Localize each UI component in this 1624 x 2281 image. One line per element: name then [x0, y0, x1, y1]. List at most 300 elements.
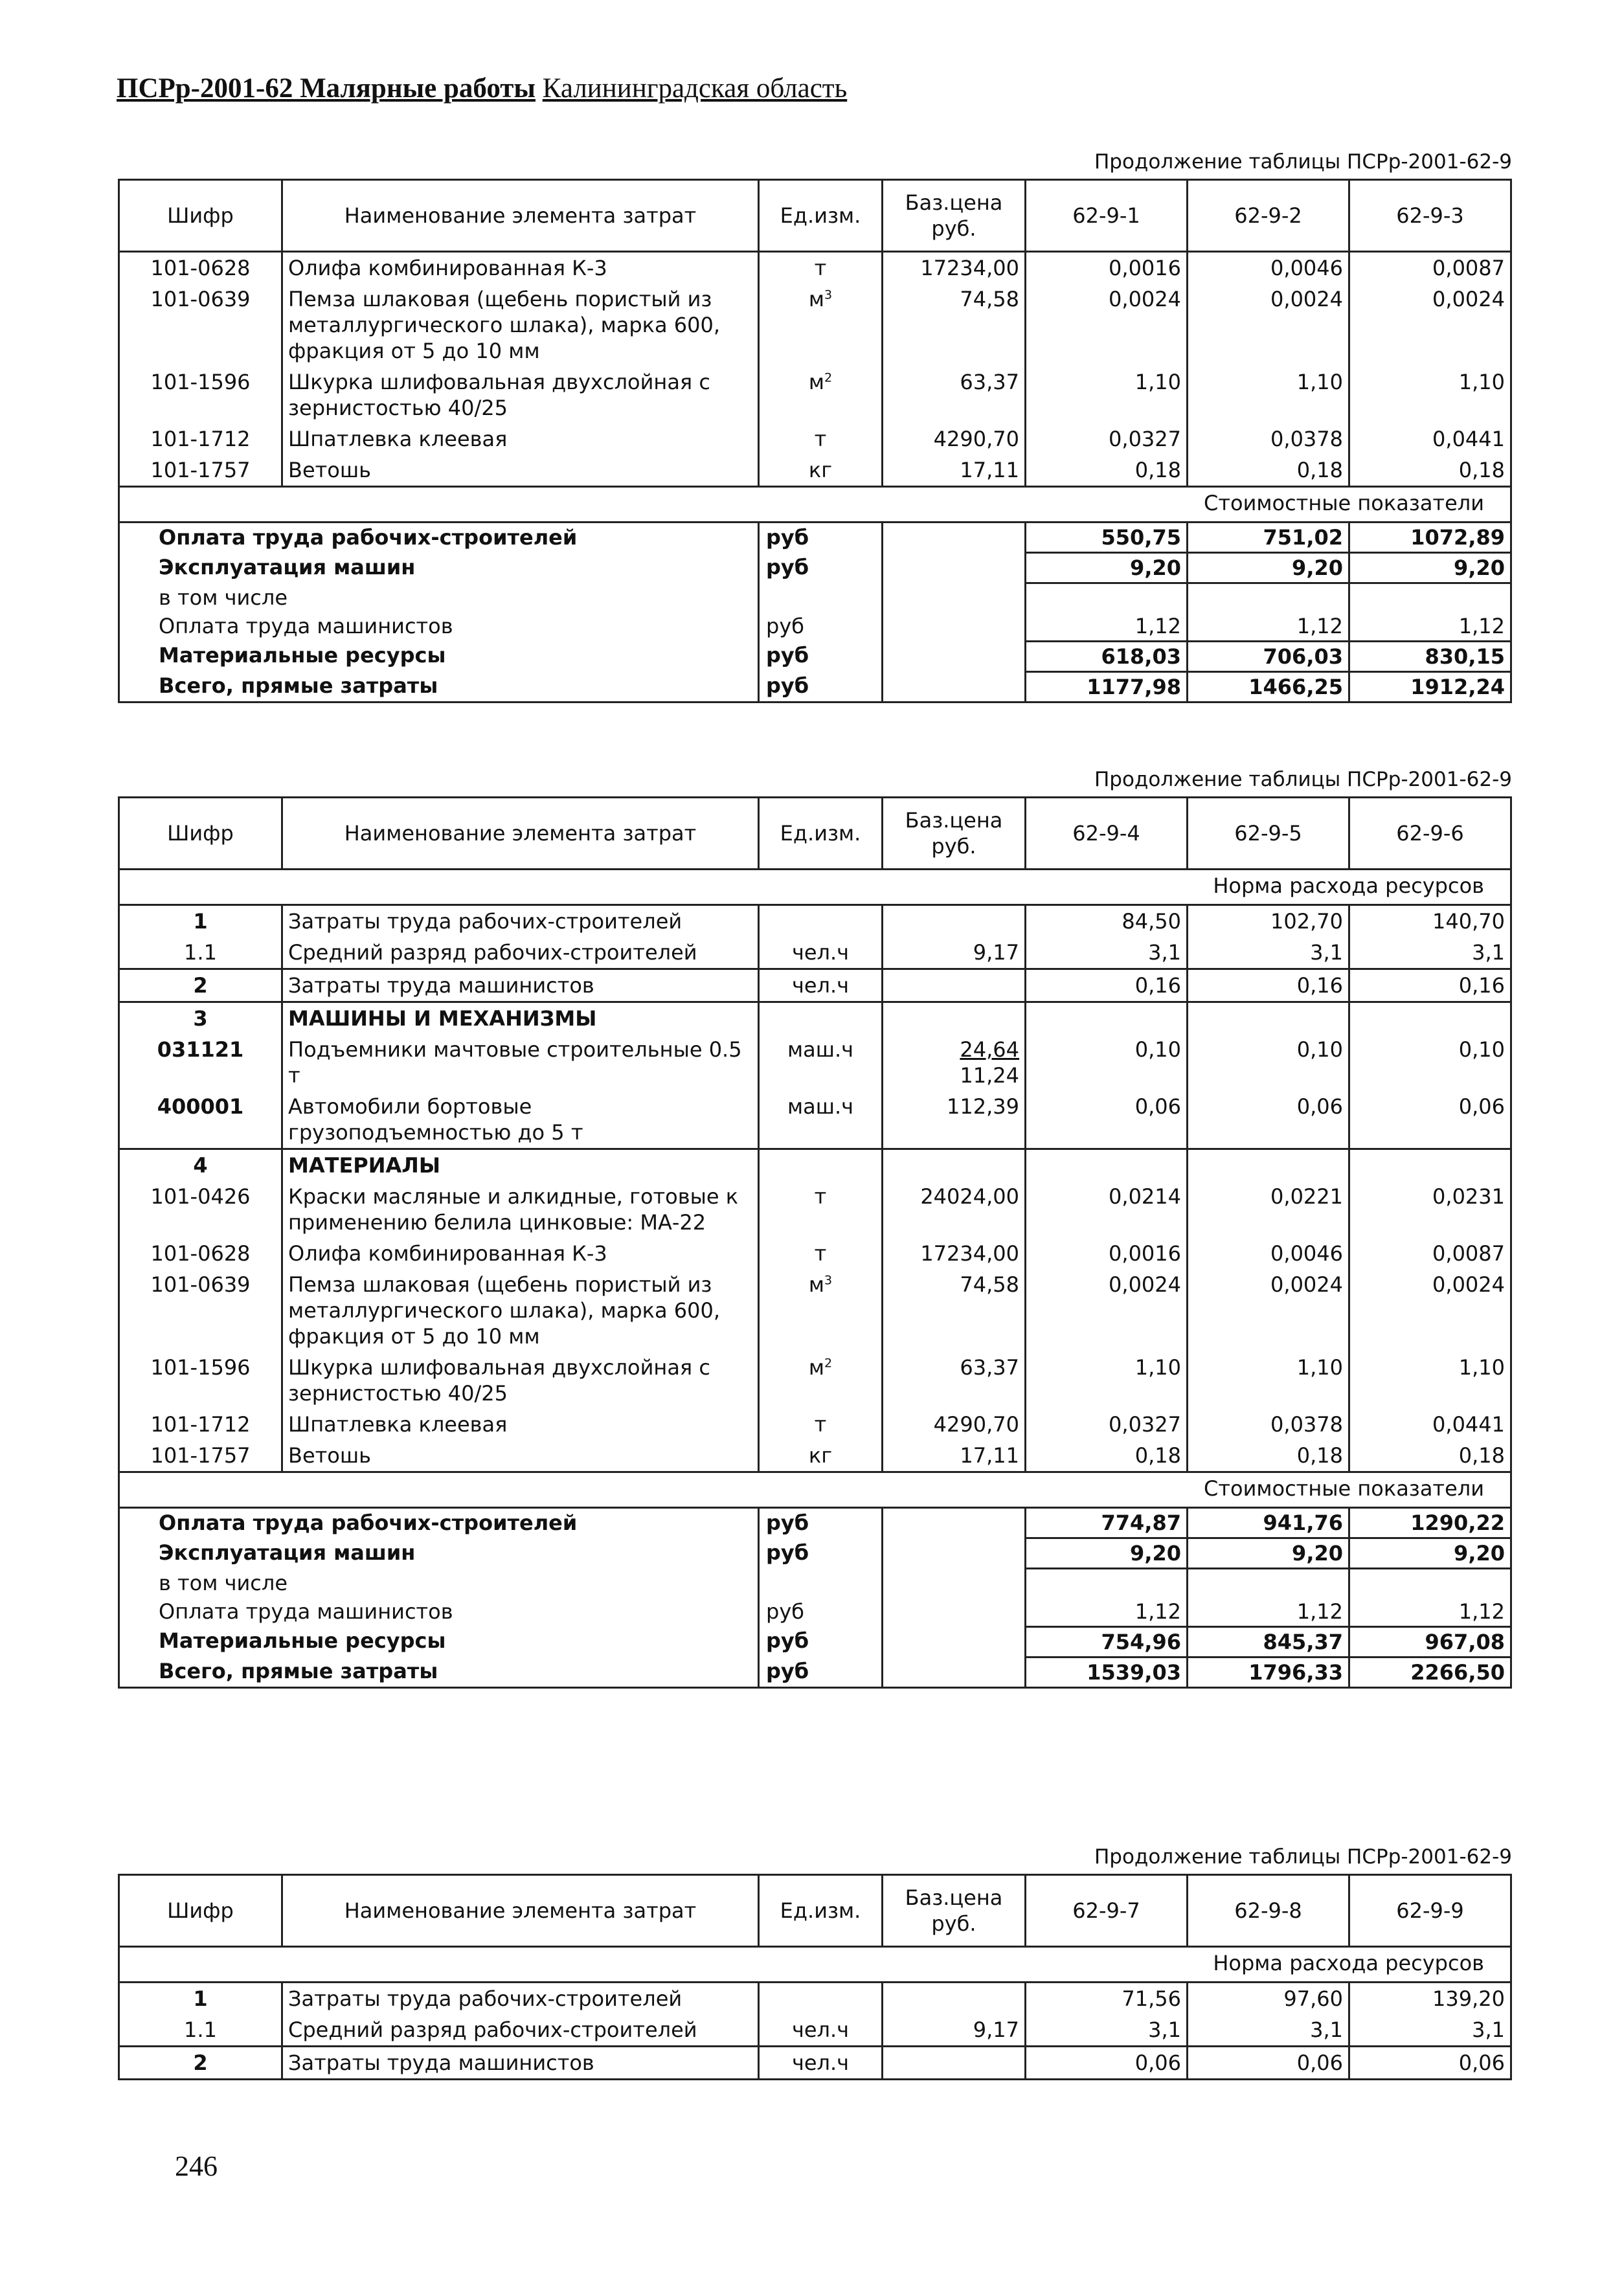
col-base-price: Баз.цена руб.	[883, 180, 1026, 252]
row-value: 0,0024	[1349, 1269, 1511, 1352]
col-variant: 62-9-8	[1188, 1875, 1349, 1947]
row-name: Автомобили бортовые грузоподъемностью до 5 т	[282, 1091, 759, 1149]
table-row	[119, 1149, 1511, 1182]
summary-label: Эксплуатация машин	[159, 1540, 416, 1565]
summary-unit: руб	[759, 1657, 883, 1687]
summary-value: 1796,33	[1188, 1657, 1349, 1687]
summary-value	[1026, 583, 1188, 612]
row-value: 0,0441	[1349, 423, 1511, 455]
row-name: Затраты труда машинистов	[282, 2047, 759, 2080]
col-base-price: Баз.цена руб.	[883, 798, 1026, 870]
col-variant: 62-9-9	[1349, 1875, 1511, 1947]
row-value: 0,0214	[1026, 1181, 1188, 1238]
row-unit	[759, 1983, 883, 2015]
row-price: 112,39	[883, 1091, 1026, 1149]
cost-section-label: Стоимостные показатели	[119, 487, 1511, 522]
row-price	[883, 1002, 1026, 1035]
row-code: 4	[119, 1149, 282, 1182]
row-name: Шкурка шлифовальная двухслойная с зернистостью 40/25	[282, 1352, 759, 1409]
row-name: МАШИНЫ И МЕХАНИЗМЫ	[282, 1002, 759, 1035]
summary-value: 618,03	[1026, 641, 1188, 671]
table3-continuation: Продолжение таблицы ПСРр-2001-62-9	[1094, 1845, 1512, 1869]
summary-value: 1,12	[1026, 1597, 1188, 1627]
row-value: 0,10	[1026, 1034, 1188, 1091]
row-value: 0,0378	[1188, 1409, 1349, 1440]
unit-exponent: 3	[824, 287, 833, 302]
unit-exponent: 2	[824, 370, 833, 385]
row-value: 0,0327	[1026, 423, 1188, 455]
row-price: 4290,70	[883, 1409, 1026, 1440]
table-row	[119, 1983, 1511, 2015]
norm-section-label: Норма расхода ресурсов	[119, 1947, 1511, 1983]
row-price	[883, 969, 1026, 1002]
col-name: Наименование элемента затрат	[282, 1875, 759, 1947]
row-value: 0,06	[1188, 1091, 1349, 1149]
summary-row	[119, 1569, 1511, 1597]
row-value: 0,0046	[1188, 1238, 1349, 1269]
summary-price-empty	[883, 522, 1026, 553]
row-value	[1188, 1002, 1349, 1035]
row-price	[883, 1149, 1026, 1182]
row-value: 1,10	[1349, 366, 1511, 423]
row-value: 0,06	[1188, 2047, 1349, 2080]
cost-section	[119, 487, 1511, 522]
col-variant: 62-9-6	[1349, 798, 1511, 870]
row-code: 101-1712	[119, 1409, 282, 1440]
row-code: 1.1	[119, 937, 282, 969]
row-price: 63,37	[883, 1352, 1026, 1409]
row-unit: чел.ч	[759, 969, 883, 1002]
summary-value: 1290,22	[1349, 1508, 1511, 1538]
table-row	[119, 1269, 1511, 1352]
table1	[118, 179, 1512, 703]
summary-price-empty	[883, 1597, 1026, 1627]
col-variant: 62-9-4	[1026, 798, 1188, 870]
table-row	[119, 252, 1511, 284]
row-code: 031121	[119, 1034, 282, 1091]
col-variant: 62-9-1	[1026, 180, 1188, 252]
col-base-price: Баз.цена руб.	[883, 1875, 1026, 1947]
summary-row	[119, 1538, 1511, 1569]
row-value: 0,18	[1188, 1440, 1349, 1472]
row-price: 17234,00	[883, 1238, 1026, 1269]
cost-section-label: Стоимостные показатели	[119, 1472, 1511, 1508]
row-name: Ветошь	[282, 1440, 759, 1472]
row-value: 97,60	[1188, 1983, 1349, 2015]
table-row	[119, 423, 1511, 455]
row-value: 0,06	[1349, 2047, 1511, 2080]
row-price	[883, 1034, 1026, 1091]
table-row	[119, 1352, 1511, 1409]
row-value: 0,16	[1188, 969, 1349, 1002]
row-value: 1,10	[1188, 1352, 1349, 1409]
summary-unit: руб	[759, 1508, 883, 1538]
row-name: Шпатлевка клеевая	[282, 1409, 759, 1440]
summary-unit: руб	[759, 671, 883, 702]
row-price: 63,37	[883, 366, 1026, 423]
summary-value	[1026, 1569, 1188, 1597]
summary-label: Материальные ресурсы	[159, 643, 446, 668]
row-name: МАТЕРИАЛЫ	[282, 1149, 759, 1182]
row-value: 140,70	[1349, 905, 1511, 938]
col-unit: Ед.изм.	[759, 180, 883, 252]
row-value: 3,1	[1188, 2014, 1349, 2047]
row-unit: чел.ч	[759, 937, 883, 969]
row-value: 0,16	[1026, 969, 1188, 1002]
row-code: 101-0639	[119, 284, 282, 366]
summary-value	[1188, 1569, 1349, 1597]
norm-section	[119, 1947, 1511, 1983]
row-value: 0,0087	[1349, 1238, 1511, 1269]
row-value: 0,10	[1349, 1034, 1511, 1091]
row-name: Ветошь	[282, 455, 759, 487]
summary-unit	[759, 1569, 883, 1597]
row-value: 0,06	[1026, 2047, 1188, 2080]
col-variant: 62-9-5	[1188, 798, 1349, 870]
summary-row	[119, 522, 1511, 553]
row-code: 101-0628	[119, 252, 282, 284]
row-value: 139,20	[1349, 1983, 1511, 2015]
row-value: 0,18	[1026, 455, 1188, 487]
row-code: 101-0639	[119, 1269, 282, 1352]
summary-row	[119, 553, 1511, 583]
row-name: Олифа комбинированная К-3	[282, 1238, 759, 1269]
unit-text: м	[808, 370, 825, 394]
summary-label: Материальные ресурсы	[159, 1628, 446, 1653]
summary-value: 774,87	[1026, 1508, 1188, 1538]
row-value: 0,06	[1026, 1091, 1188, 1149]
table3	[118, 1874, 1512, 2080]
row-price	[883, 905, 1026, 938]
row-value: 0,06	[1349, 1091, 1511, 1149]
row-unit: т	[759, 252, 883, 284]
row-value: 0,18	[1349, 455, 1511, 487]
row-value	[1349, 1149, 1511, 1182]
table-row	[119, 969, 1511, 1002]
summary-value: 751,02	[1188, 522, 1349, 553]
unit-text: м	[808, 1272, 825, 1297]
col-unit: Ед.изм.	[759, 1875, 883, 1947]
row-value: 0,0046	[1188, 252, 1349, 284]
row-unit: маш.ч	[759, 1091, 883, 1149]
row-name: Средний разряд рабочих-строителей	[282, 937, 759, 969]
table-row	[119, 1091, 1511, 1149]
summary-row	[119, 1597, 1511, 1627]
summary-row	[119, 1657, 1511, 1687]
row-unit: т	[759, 1238, 883, 1269]
row-value: 1,10	[1026, 366, 1188, 423]
row-code: 1	[119, 1983, 282, 2015]
unit-exponent: 3	[824, 1273, 833, 1288]
row-code: 101-0426	[119, 1181, 282, 1238]
row-unit	[759, 366, 883, 423]
summary-price-empty	[883, 612, 1026, 642]
row-code: 2	[119, 969, 282, 1002]
summary-value: 9,20	[1188, 553, 1349, 583]
row-code: 3	[119, 1002, 282, 1035]
row-value: 3,1	[1026, 2014, 1188, 2047]
table3-header-row	[119, 1875, 1511, 1947]
table-row	[119, 1440, 1511, 1472]
row-price: 4290,70	[883, 423, 1026, 455]
row-name: Шпатлевка клеевая	[282, 423, 759, 455]
summary-value: 550,75	[1026, 522, 1188, 553]
row-value	[1188, 1149, 1349, 1182]
summary-value: 1,12	[1188, 612, 1349, 642]
summary-value: 1177,98	[1026, 671, 1188, 702]
summary-label: Всего, прямые затраты	[159, 673, 438, 698]
col-name: Наименование элемента затрат	[282, 798, 759, 870]
row-value	[1026, 1002, 1188, 1035]
row-price: 17,11	[883, 455, 1026, 487]
col-variant: 62-9-3	[1349, 180, 1511, 252]
row-price: 74,58	[883, 284, 1026, 366]
row-value: 1,10	[1349, 1352, 1511, 1409]
summary-value: 706,03	[1188, 641, 1349, 671]
row-price: 9,17	[883, 2014, 1026, 2047]
row-name: Затраты труда рабочих-строителей	[282, 1983, 759, 2015]
table1-header-row	[119, 180, 1511, 252]
unit-exponent: 2	[824, 1356, 833, 1371]
summary-label: в том числе	[159, 585, 288, 610]
row-value: 0,0087	[1349, 252, 1511, 284]
col-variant: 62-9-7	[1026, 1875, 1188, 1947]
row-code: 101-1596	[119, 366, 282, 423]
row-code: 1	[119, 905, 282, 938]
row-value: 1,10	[1188, 366, 1349, 423]
summary-price-empty	[883, 1569, 1026, 1597]
row-code: 101-1757	[119, 1440, 282, 1472]
summary-value: 2266,50	[1349, 1657, 1511, 1687]
table2	[118, 796, 1512, 1689]
row-unit	[759, 1269, 883, 1352]
row-code: 400001	[119, 1091, 282, 1149]
row-price: 17,11	[883, 1440, 1026, 1472]
summary-row	[119, 612, 1511, 642]
row-value: 0,0231	[1349, 1181, 1511, 1238]
summary-price-empty	[883, 1538, 1026, 1569]
summary-label: в том числе	[159, 1570, 288, 1595]
row-unit	[759, 1352, 883, 1409]
table-row	[119, 937, 1511, 969]
summary-value: 1,12	[1026, 612, 1188, 642]
summary-value: 754,96	[1026, 1626, 1188, 1657]
summary-price-empty	[883, 583, 1026, 612]
row-unit: т	[759, 1409, 883, 1440]
summary-value: 830,15	[1349, 641, 1511, 671]
summary-value	[1188, 583, 1349, 612]
row-code: 101-1712	[119, 423, 282, 455]
row-value: 0,18	[1349, 1440, 1511, 1472]
row-price: 24024,00	[883, 1181, 1026, 1238]
row-unit: кг	[759, 455, 883, 487]
table-row	[119, 284, 1511, 366]
row-value: 3,1	[1349, 937, 1511, 969]
row-value: 0,0024	[1026, 284, 1188, 366]
summary-label: Всего, прямые затраты	[159, 1659, 438, 1683]
summary-value	[1349, 583, 1511, 612]
row-value: 0,0016	[1026, 1238, 1188, 1269]
cost-section	[119, 1472, 1511, 1508]
col-name: Наименование элемента затрат	[282, 180, 759, 252]
col-unit: Ед.изм.	[759, 798, 883, 870]
summary-price-empty	[883, 641, 1026, 671]
row-code: 2	[119, 2047, 282, 2080]
row-name: Пемза шлаковая (щебень пористый из металлургического шлака), марка 600, фракция от 5 до 10 мм	[282, 1269, 759, 1352]
col-cipher: Шифр	[119, 180, 282, 252]
summary-unit	[759, 583, 883, 612]
summary-value: 1072,89	[1349, 522, 1511, 553]
row-unit: т	[759, 423, 883, 455]
table-row	[119, 2014, 1511, 2047]
row-name: Пемза шлаковая (щебень пористый из металлургического шлака), марка 600, фракция от 5 до 10 мм	[282, 284, 759, 366]
summary-label: Оплата труда рабочих-строителей	[159, 525, 578, 550]
row-value	[1349, 1002, 1511, 1035]
summary-value: 1,12	[1188, 1597, 1349, 1627]
summary-unit: руб	[759, 1626, 883, 1657]
table-row	[119, 366, 1511, 423]
row-value: 0,0221	[1188, 1181, 1349, 1238]
summary-value: 1,12	[1349, 612, 1511, 642]
row-value: 0,18	[1188, 455, 1349, 487]
row-value	[1026, 1149, 1188, 1182]
row-price	[883, 2047, 1026, 2080]
row-value: 1,10	[1026, 1352, 1188, 1409]
row-code: 101-1757	[119, 455, 282, 487]
row-value: 3,1	[1188, 937, 1349, 969]
row-unit	[759, 284, 883, 366]
summary-label: Оплата труда рабочих-строителей	[159, 1511, 578, 1535]
summary-row	[119, 1508, 1511, 1538]
summary-label: Эксплуатация машин	[159, 554, 416, 579]
norm-section-label: Норма расхода ресурсов	[119, 870, 1511, 905]
summary-value: 1539,03	[1026, 1657, 1188, 1687]
price-value: 24,64	[960, 1037, 1019, 1062]
price-value-secondary: 11,24	[960, 1063, 1019, 1088]
row-value: 3,1	[1026, 937, 1188, 969]
document-code: ПСРр-2001-62 Малярные работы	[117, 73, 536, 104]
summary-price-empty	[883, 1626, 1026, 1657]
unit-text: м	[808, 287, 825, 311]
row-code: 1.1	[119, 2014, 282, 2047]
row-price: 17234,00	[883, 252, 1026, 284]
row-code: 101-1596	[119, 1352, 282, 1409]
summary-row	[119, 583, 1511, 612]
col-variant: 62-9-2	[1188, 180, 1349, 252]
summary-value: 9,20	[1026, 553, 1188, 583]
summary-unit: руб	[759, 612, 883, 642]
row-value: 0,10	[1188, 1034, 1349, 1091]
row-unit: чел.ч	[759, 2014, 883, 2047]
row-unit	[759, 1002, 883, 1035]
row-price	[883, 1983, 1026, 2015]
row-name: Затраты труда рабочих-строителей	[282, 905, 759, 938]
col-cipher: Шифр	[119, 798, 282, 870]
row-value: 3,1	[1349, 2014, 1511, 2047]
table1-continuation: Продолжение таблицы ПСРр-2001-62-9	[1094, 150, 1512, 174]
summary-unit: руб	[759, 522, 883, 553]
table-row	[119, 1181, 1511, 1238]
summary-price-empty	[883, 1508, 1026, 1538]
summary-value: 1,12	[1349, 1597, 1511, 1627]
row-value: 84,50	[1026, 905, 1188, 938]
col-cipher: Шифр	[119, 1875, 282, 1947]
page-header	[117, 73, 847, 104]
summary-label: Оплата труда машинистов	[159, 613, 453, 638]
row-name: Подъемники мачтовые строительные 0.5 т	[282, 1034, 759, 1091]
unit-text: м	[808, 1355, 825, 1380]
table2-continuation: Продолжение таблицы ПСРр-2001-62-9	[1094, 768, 1512, 791]
summary-price-empty	[883, 553, 1026, 583]
row-price: 74,58	[883, 1269, 1026, 1352]
row-price: 9,17	[883, 937, 1026, 969]
row-name: Средний разряд рабочих-строителей	[282, 2014, 759, 2047]
row-name: Краски масляные и алкидные, готовые к применению белила цинковые: МА-22	[282, 1181, 759, 1238]
row-unit	[759, 905, 883, 938]
summary-label: Оплата труда машинистов	[159, 1599, 453, 1624]
summary-price-empty	[883, 671, 1026, 702]
row-value: 71,56	[1026, 1983, 1188, 2015]
summary-value: 1466,25	[1188, 671, 1349, 702]
row-unit: маш.ч	[759, 1034, 883, 1091]
row-unit: чел.ч	[759, 2047, 883, 2080]
summary-value: 1912,24	[1349, 671, 1511, 702]
row-value: 0,0024	[1349, 284, 1511, 366]
table-row	[119, 1238, 1511, 1269]
row-value: 0,0024	[1188, 284, 1349, 366]
row-unit: т	[759, 1181, 883, 1238]
summary-value: 845,37	[1188, 1626, 1349, 1657]
summary-price-empty	[883, 1657, 1026, 1687]
norm-section	[119, 870, 1511, 905]
summary-value	[1349, 1569, 1511, 1597]
summary-value: 9,20	[1188, 1538, 1349, 1569]
summary-unit: руб	[759, 553, 883, 583]
summary-value: 9,20	[1026, 1538, 1188, 1569]
row-value: 0,0016	[1026, 252, 1188, 284]
row-code: 101-0628	[119, 1238, 282, 1269]
row-name: Затраты труда машинистов	[282, 969, 759, 1002]
summary-row	[119, 671, 1511, 702]
summary-value: 941,76	[1188, 1508, 1349, 1538]
table-row	[119, 1002, 1511, 1035]
region-name: Калининградская область	[542, 73, 848, 104]
summary-row	[119, 1626, 1511, 1657]
row-value: 0,0441	[1349, 1409, 1511, 1440]
row-value: 102,70	[1188, 905, 1349, 938]
summary-row	[119, 641, 1511, 671]
row-value: 0,0378	[1188, 423, 1349, 455]
table-row	[119, 1409, 1511, 1440]
table-row	[119, 455, 1511, 487]
summary-unit: руб	[759, 641, 883, 671]
row-value: 0,0327	[1026, 1409, 1188, 1440]
row-value: 0,16	[1349, 969, 1511, 1002]
summary-value: 967,08	[1349, 1626, 1511, 1657]
row-unit	[759, 1149, 883, 1182]
table2-header-row	[119, 798, 1511, 870]
table-row	[119, 905, 1511, 938]
table-row	[119, 1034, 1511, 1091]
row-value: 0,0024	[1188, 1269, 1349, 1352]
summary-value: 9,20	[1349, 1538, 1511, 1569]
summary-unit: руб	[759, 1538, 883, 1569]
row-value: 0,18	[1026, 1440, 1188, 1472]
row-name: Шкурка шлифовальная двухслойная с зернистостью 40/25	[282, 366, 759, 423]
row-name: Олифа комбинированная К-3	[282, 252, 759, 284]
summary-value: 9,20	[1349, 553, 1511, 583]
row-value: 0,0024	[1026, 1269, 1188, 1352]
